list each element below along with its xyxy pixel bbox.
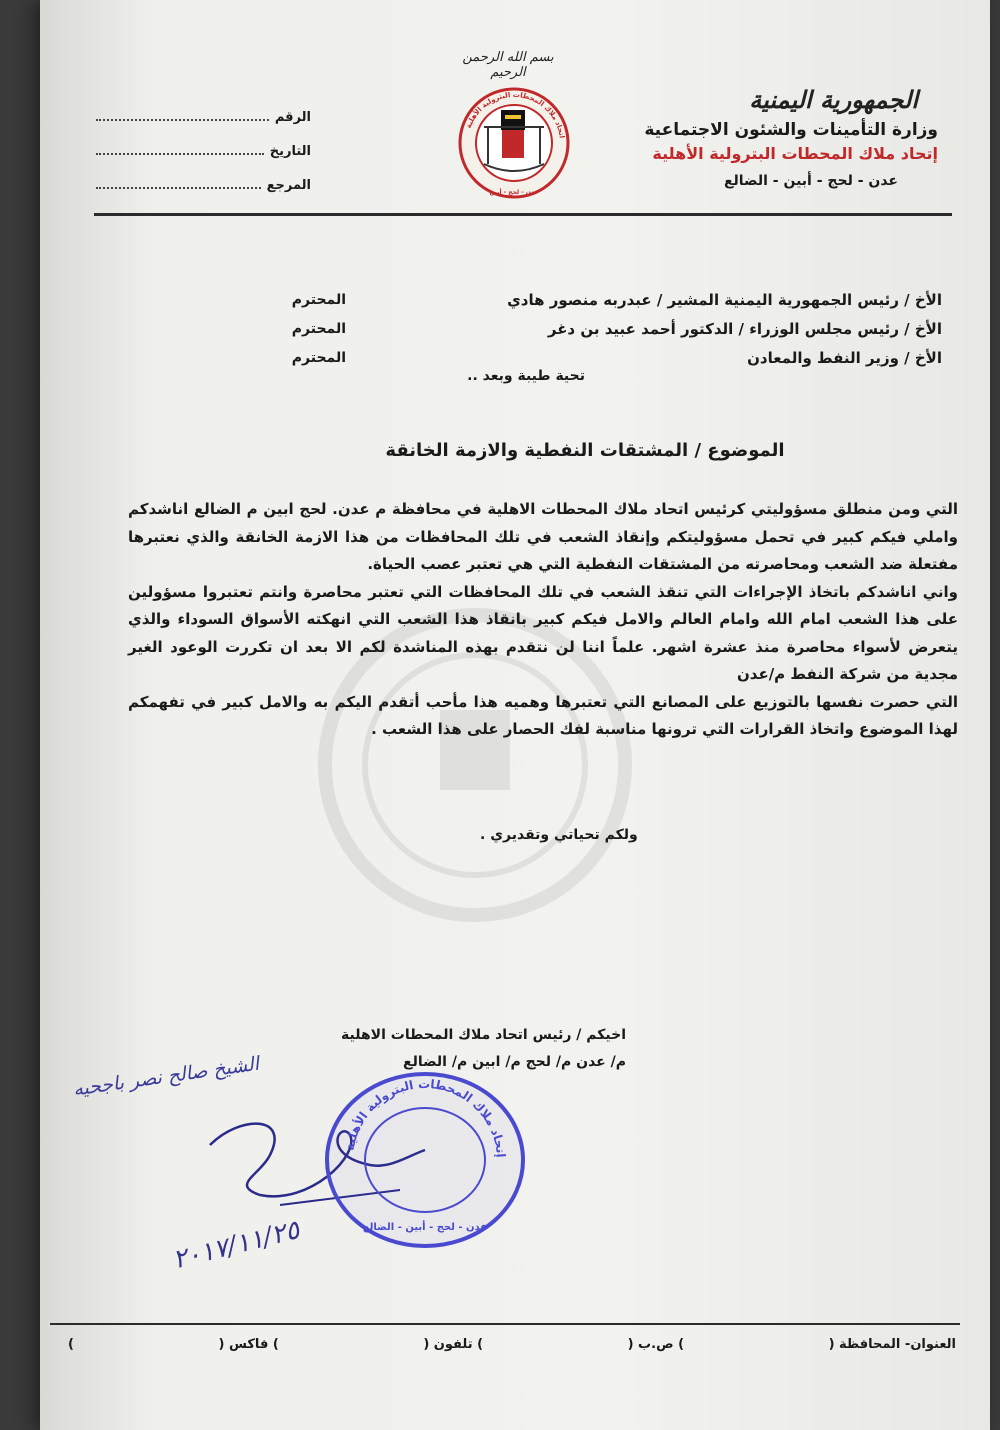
signer-title: اخيكم / رئيس اتحاد ملاك المحطات الاهلية [341,1027,626,1043]
reference-fields [96,100,311,202]
letter-body [128,496,958,744]
union-name: إتحاد ملاك المحطات البترولية الأهلية [652,144,938,163]
ref-reference-row [96,168,311,202]
closing-line: ولكم تحياتي وتقديري . [480,827,638,843]
footer-pobox: ) ص.ب ( [627,1337,685,1352]
honorific: المحترم [291,350,346,366]
union-logo-icon [458,82,570,204]
subject-line: الموضوع / المشتقات النفطية والازمة الخانقة [385,440,785,461]
addressee-list [382,286,942,373]
governorates: عدن - لحج - أبين - الضالع [723,173,898,189]
logo-ring-text: اتحاد ملاك المحطات البترولية الأهلية [464,90,566,139]
honorific: المحترم [291,321,346,337]
addressee: الأخ / رئيس مجلس الوزراء / الدكتور أحمد عبيد بن دغر [547,320,942,338]
ministry-name: وزارة التأمينات والشئون الاجتماعية [644,120,938,140]
ref-number-row [96,100,311,134]
greeting: تحية طيبة وبعد .. [467,368,585,384]
honorific-list [256,286,346,373]
signer-block [236,1022,626,1076]
letterhead-org [608,85,938,189]
basmala: بسم الله الرحمن الرحيم [462,50,554,80]
stamp-ring-text: إتحاد ملاك المحطات البترولية الأهلية [342,1076,508,1158]
addressee: الأخ / رئيس الجمهورية اليمنية المشير / عبدربه منصور هادي [507,291,942,309]
body-paragraph: التي ومن منطلق مسؤوليتي كرئيس اتحاد ملاك المحطات الاهلية في محافظة م عدن. لحج ابين م الضالع اناشدكم واملي فيكم كبير في تحمل مسؤوليتكم وإنقاذ الشعب في تلك المحافظات من هذا الازمة الخانقة والذي نعتبرها مفتعلة ضد الشعب ومحاصرته من المشتقات النفطية التي هي تعتبر عصب الحياة. [128,500,958,573]
body-paragraph: واني اناشدكم باتخاذ الإجراءات التي تنقذ الشعب في تلك المحافظات التي تعتبر محاصرة وانتم تعتبروا مسؤولين على هذا الشعب امام الله وامام العالم والامل فيكم كبير بانقاذ هذا الشعب التي انهكته الأسواق السوداء والذي يتعرض لأسواء محاصرة منذ عشرة اشهر. علماً اننا لن نتقدم بهذه المناشدة لكم الا بعد ان تكررت الوعود الغير مجدية من شركة النفط م/عدن [128,582,958,683]
signer-regions: م/ عدن م/ لحج م/ ابين م/ الضالع [403,1054,626,1070]
footer-address: العنوان- المحافظة ( [828,1337,956,1352]
footer-contact [68,1337,956,1352]
stamp-bottom-text: عدن - لحج - أبين - الضالع [362,1222,488,1233]
footer-divider [50,1323,960,1325]
handwritten-name: الشيخ صالح نصر باجحيه [71,1052,261,1101]
honorific: المحترم [291,292,346,308]
ref-date-label: التاريخ [269,143,311,159]
country-name: الجمهورية اليمنية [749,85,918,114]
logo-ring-bottom: عدن - لحج - أبين [489,189,539,196]
letter-sheet [40,0,990,1430]
header-divider [94,213,952,216]
addressee: الأخ / وزير النفط والمعادن [747,349,942,367]
ref-reference-label: المرجع [266,177,311,193]
ref-date-row [96,134,311,168]
footer-fax: ) فاكس ( [218,1337,279,1352]
footer-end: ) [68,1337,74,1352]
ref-number-label: الرقم [274,109,311,125]
body-paragraph: التي حصرت نفسها بالتوزيع على المصانع التي تعتبرها وهميه هذا مأحب أتقدم اليكم به والامل كبير في تفهمكم لهذا الموضوع واتخاذ القرارات التي ترونها مناسبة لفك الحصار على هذا الشعب . [128,692,958,738]
handwritten-date: ٢٠١٧/١١/٢٥ [169,1214,303,1276]
footer-phone: ) تلفون ( [423,1337,484,1352]
